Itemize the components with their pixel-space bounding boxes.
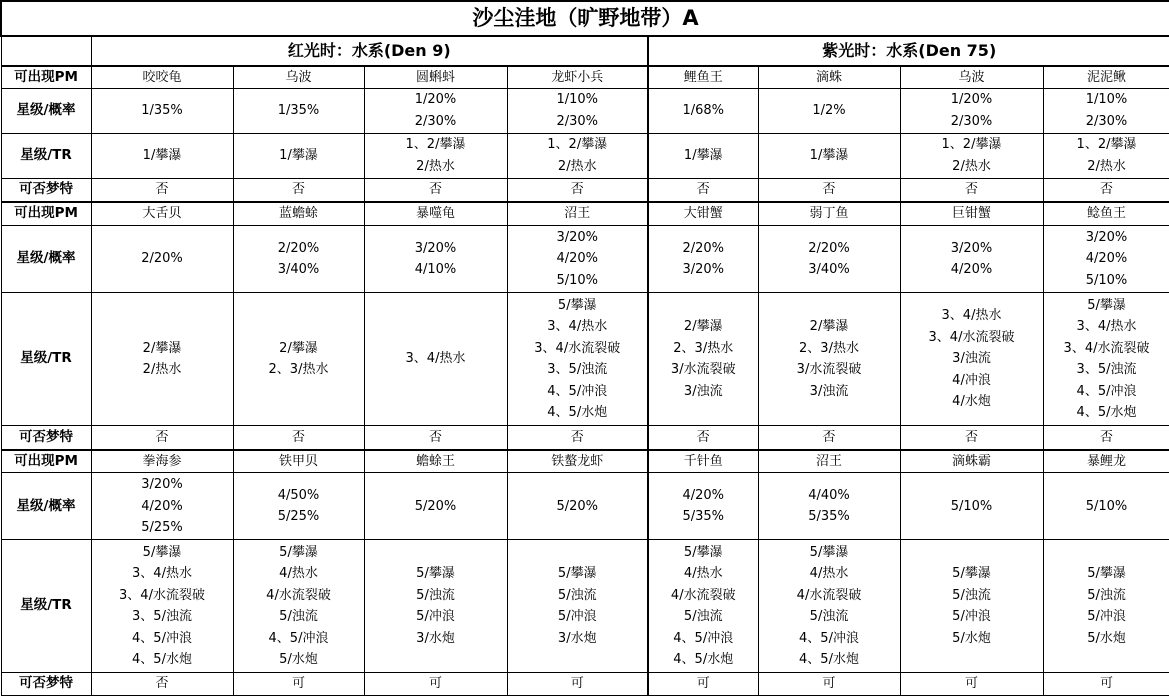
cell-line: 1/攀瀑: [809, 148, 849, 164]
cell-tr: [233, 292, 364, 425]
cell-pm: 千针鱼: [648, 450, 758, 473]
cell-line: 2、3/热水: [268, 362, 329, 378]
cell-line: 5/20%: [414, 498, 457, 514]
cell-rate: [758, 89, 900, 133]
cell-line: 3/浊流: [809, 383, 849, 399]
cell-line: 2/热水: [557, 158, 597, 174]
cell-line: 4、5/水炮: [547, 405, 608, 421]
cell-rate: [900, 226, 1043, 293]
cell-pm: 沼王: [758, 450, 900, 473]
cell-line: 5/25%: [141, 520, 183, 536]
cell-line: 2/20%: [808, 240, 850, 256]
cell-line: 2/20%: [682, 240, 725, 256]
cell-line: 5/浊流: [683, 609, 723, 625]
row-label-tr: 星级/TR: [1, 133, 91, 178]
cell-line: 5/浊流: [952, 587, 991, 603]
cell-rate: [900, 473, 1043, 540]
cell-gmax: 否: [648, 179, 758, 202]
cell-line: 2/攀瀑: [809, 319, 849, 335]
cell-gmax: 否: [648, 426, 758, 450]
cell-gmax: 否: [364, 179, 507, 202]
cell-line: 4、5/水炮: [673, 652, 734, 668]
row-label-gmax: 可否梦特: [1, 179, 91, 202]
cell-tr: [233, 540, 364, 673]
cell-line: 3/20%: [141, 477, 183, 493]
cell-line: 4、5/水炮: [799, 652, 859, 668]
cell-line: 2/30%: [950, 113, 993, 129]
cell-rate: [364, 473, 507, 540]
cell-gmax: 否: [758, 179, 900, 202]
cell-pm: 沼王: [507, 202, 648, 226]
cell-line: 3/20%: [556, 229, 599, 245]
cell-line: 5/10%: [1085, 498, 1128, 514]
cell-line: 1、2/攀瀑: [547, 137, 608, 153]
cell-line: 2/热水: [1087, 158, 1126, 174]
cell-gmax: 可: [507, 673, 648, 696]
block-2-row-tr: [1, 292, 1169, 425]
cell-rate: [758, 226, 900, 293]
cell-rate: [758, 473, 900, 540]
cell-gmax: 否: [233, 179, 364, 202]
cell-tr: [91, 133, 233, 178]
cell-line: 5/浊流: [557, 587, 597, 603]
cell-line: 3、4/热水: [1076, 319, 1137, 335]
block-2-row-pm: [1, 202, 1169, 226]
cell-line: 2/攀瀑: [279, 340, 318, 356]
cell-tr: [648, 292, 758, 425]
cell-pm: 咬咬龟: [91, 66, 233, 89]
cell-pm: 圆蝌蚪: [364, 66, 507, 89]
cell-line: 2/攀瀑: [142, 340, 182, 356]
block-1-row-tr: [1, 133, 1169, 178]
cell-gmax: 否: [91, 179, 233, 202]
cell-rate: [507, 226, 648, 293]
cell-line: 4/40%: [808, 487, 850, 503]
cell-line: 5/10%: [556, 272, 599, 288]
purple-phase-header: 紫光时：水系(Den 75): [648, 36, 1169, 65]
cell-pm: 铁螯龙虾: [507, 450, 648, 473]
cell-pm: 龙虾小兵: [507, 66, 648, 89]
cell-pm: 乌波: [900, 66, 1043, 89]
cell-line: 3、4/水流裂破: [928, 329, 1015, 345]
cell-line: 3、5/浊流: [1076, 362, 1137, 378]
cell-line: 5/攀瀑: [557, 566, 597, 582]
cell-rate: [1043, 473, 1169, 540]
block-1-row-pm: [1, 66, 1169, 89]
cell-line: 2/20%: [277, 240, 320, 256]
cell-line: 5/10%: [950, 498, 993, 514]
cell-line: 5/25%: [277, 509, 320, 525]
row-label-gmax: 可否梦特: [1, 426, 91, 450]
cell-gmax: 否: [507, 179, 648, 202]
cell-pm: 大舌贝: [91, 202, 233, 226]
cell-pm: 泥泥鳅: [1043, 66, 1169, 89]
cell-pm: 乌波: [233, 66, 364, 89]
cell-pm: 暴噬龟: [364, 202, 507, 226]
cell-line: 1/10%: [556, 92, 599, 108]
cell-gmax: 可: [758, 673, 900, 696]
cell-line: 4/20%: [682, 487, 725, 503]
cell-line: 3、4/热水: [941, 308, 1002, 324]
cell-gmax: 否: [233, 426, 364, 450]
cell-line: 4/50%: [277, 487, 320, 503]
row-label-rate: 星级/概率: [1, 473, 91, 540]
cell-rate: [364, 226, 507, 293]
cell-line: 4/水炮: [952, 394, 991, 410]
cell-line: 5/攀瀑: [1087, 566, 1126, 582]
block-3-row-gmax: [1, 673, 1169, 696]
cell-tr: [507, 540, 648, 673]
cell-rate: [507, 89, 648, 133]
cell-line: 2、3/热水: [799, 340, 859, 356]
cell-line: 3/20%: [1085, 229, 1128, 245]
red-phase-header: 红光时：水系(Den 9): [91, 36, 648, 65]
row-label-rate: 星级/概率: [1, 226, 91, 293]
cell-tr: [364, 133, 507, 178]
cell-line: 3/40%: [277, 262, 320, 278]
cell-line: 5/10%: [1085, 272, 1128, 288]
cell-gmax: 可: [1043, 673, 1169, 696]
row-label-pm: 可出现PM: [1, 66, 91, 89]
cell-line: 5/攀瀑: [952, 566, 991, 582]
cell-line: 3、5/浊流: [132, 609, 192, 625]
cell-gmax: 否: [91, 673, 233, 696]
cell-line: 4、5/水炮: [1076, 405, 1137, 421]
cell-rate: [507, 473, 648, 540]
cell-rate: [233, 473, 364, 540]
row-label-tr: 星级/TR: [1, 292, 91, 425]
cell-tr: [507, 133, 648, 178]
cell-line: 2/热水: [952, 158, 991, 174]
cell-line: 5/35%: [682, 509, 725, 525]
cell-gmax: 否: [507, 426, 648, 450]
cell-line: 3、4/热水: [132, 566, 192, 582]
cell-rate: [1043, 89, 1169, 133]
cell-line: 1、2/攀瀑: [1076, 137, 1137, 153]
cell-tr: [758, 133, 900, 178]
cell-line: 3、4/水流裂破: [534, 340, 621, 356]
cell-line: 4/10%: [414, 262, 457, 278]
cell-line: 5/攀瀑: [142, 544, 182, 560]
cell-line: 5/冲浪: [416, 609, 455, 625]
cell-line: 3、4/水流裂破: [119, 587, 205, 603]
cell-line: 5/攀瀑: [557, 297, 597, 313]
cell-tr: [91, 292, 233, 425]
cell-line: 3、4/热水: [547, 319, 608, 335]
cell-gmax: 可: [233, 673, 364, 696]
cell-line: 2/30%: [414, 113, 457, 129]
cell-line: 3、4/水流裂破: [1063, 340, 1150, 356]
cell-tr: [1043, 133, 1169, 178]
cell-line: 3、4/热水: [405, 351, 466, 367]
block-1-row-rate: [1, 89, 1169, 133]
cell-line: 4、5/冲浪: [1076, 383, 1137, 399]
cell-pm: 滴蛛: [758, 66, 900, 89]
header-corner: [1, 36, 91, 65]
cell-line: 5/浊流: [279, 609, 318, 625]
cell-pm: 滴蛛霸: [900, 450, 1043, 473]
cell-line: 5/水炮: [1087, 630, 1126, 646]
cell-gmax: 否: [364, 426, 507, 450]
cell-rate: [233, 89, 364, 133]
cell-line: 2、3/热水: [673, 340, 734, 356]
cell-line: 2/热水: [142, 362, 182, 378]
cell-line: 4、5/冲浪: [132, 630, 192, 646]
cell-line: 1/攀瀑: [683, 148, 723, 164]
block-1-row-gmax: [1, 179, 1169, 202]
cell-line: 2/30%: [556, 113, 599, 129]
cell-rate: [233, 226, 364, 293]
cell-tr: [900, 133, 1043, 178]
cell-gmax: 否: [900, 179, 1043, 202]
block-3-row-tr: [1, 540, 1169, 673]
cell-line: 3/浊流: [952, 351, 991, 367]
cell-line: 1/攀瀑: [279, 148, 318, 164]
block-3-row-rate: [1, 473, 1169, 540]
cell-line: 5/35%: [808, 509, 850, 525]
cell-line: 5/浊流: [809, 609, 849, 625]
cell-pm: 蓝蟾蜍: [233, 202, 364, 226]
cell-tr: [507, 292, 648, 425]
cell-tr: [364, 540, 507, 673]
block-2-row-rate: [1, 226, 1169, 293]
cell-gmax: 否: [900, 426, 1043, 450]
cell-line: 3/水流裂破: [796, 362, 862, 378]
cell-line: 5/冲浪: [1087, 609, 1126, 625]
cell-pm: 鲤鱼王: [648, 66, 758, 89]
cell-pm: 铁甲贝: [233, 450, 364, 473]
cell-line: 4/热水: [683, 566, 723, 582]
cell-line: 4/20%: [556, 251, 599, 267]
block-3-row-pm: [1, 450, 1169, 473]
cell-line: 2/20%: [141, 251, 183, 267]
cell-line: 5/冲浪: [557, 609, 597, 625]
cell-pm: 大钳蟹: [648, 202, 758, 226]
cell-tr: [364, 292, 507, 425]
cell-rate: [91, 473, 233, 540]
row-label-gmax: 可否梦特: [1, 673, 91, 696]
cell-line: 4/水流裂破: [266, 587, 331, 603]
cell-line: 4/热水: [809, 566, 849, 582]
row-label-pm: 可出现PM: [1, 450, 91, 473]
cell-line: 5/攀瀑: [279, 544, 318, 560]
cell-line: 1/攀瀑: [142, 148, 182, 164]
cell-line: 3/20%: [414, 240, 457, 256]
cell-line: 4、5/水炮: [132, 652, 192, 668]
cell-line: 4/热水: [279, 566, 318, 582]
cell-gmax: 可: [648, 673, 758, 696]
cell-rate: [648, 226, 758, 293]
cell-line: 4、5/冲浪: [673, 630, 734, 646]
cell-tr: [648, 540, 758, 673]
row-label-tr: 星级/TR: [1, 540, 91, 673]
cell-line: 2/30%: [1085, 113, 1128, 129]
cell-line: 1、2/攀瀑: [405, 137, 466, 153]
cell-rate: [364, 89, 507, 133]
cell-line: 3/20%: [682, 262, 725, 278]
cell-tr: [233, 133, 364, 178]
cell-tr: [1043, 292, 1169, 425]
cell-line: 1、2/攀瀑: [941, 137, 1002, 153]
cell-line: 2/热水: [416, 158, 455, 174]
cell-line: 4/20%: [141, 498, 183, 514]
cell-gmax: 否: [758, 426, 900, 450]
cell-rate: [91, 226, 233, 293]
cell-tr: [900, 540, 1043, 673]
cell-pm: 巨钳蟹: [900, 202, 1043, 226]
cell-line: 4/20%: [1085, 251, 1128, 267]
cell-gmax: 可: [900, 673, 1043, 696]
cell-line: 1/68%: [682, 103, 725, 119]
cell-line: 1/20%: [950, 92, 993, 108]
row-label-pm: 可出现PM: [1, 202, 91, 226]
cell-line: 5/浊流: [1087, 587, 1126, 603]
cell-tr: [648, 133, 758, 178]
cell-pm: 弱丁鱼: [758, 202, 900, 226]
cell-rate: [648, 89, 758, 133]
cell-gmax: 否: [1043, 179, 1169, 202]
cell-line: 1/35%: [141, 103, 183, 119]
row-label-rate: 星级/概率: [1, 89, 91, 133]
cell-line: 5/水炮: [279, 652, 318, 668]
cell-tr: [758, 292, 900, 425]
cell-line: 1/10%: [1085, 92, 1128, 108]
cell-line: 4/冲浪: [952, 372, 991, 388]
cell-line: 4、5/冲浪: [799, 630, 859, 646]
cell-pm: 鲶鱼王: [1043, 202, 1169, 226]
cell-gmax: 否: [1043, 426, 1169, 450]
cell-gmax: 否: [91, 426, 233, 450]
cell-line: 5/攀瀑: [1087, 297, 1126, 313]
cell-rate: [91, 89, 233, 133]
cell-line: 5/浊流: [416, 587, 455, 603]
cell-line: 3、5/浊流: [547, 362, 608, 378]
cell-line: 5/攀瀑: [683, 544, 723, 560]
cell-line: 4/水流裂破: [796, 587, 862, 603]
cell-line: 5/水炮: [952, 630, 991, 646]
cell-line: 4、5/冲浪: [547, 383, 608, 399]
cell-gmax: 可: [364, 673, 507, 696]
cell-line: 3/水炮: [416, 630, 455, 646]
cell-line: 3/浊流: [683, 383, 723, 399]
cell-tr: [1043, 540, 1169, 673]
cell-line: 5/攀瀑: [416, 566, 455, 582]
cell-line: 4/20%: [950, 262, 993, 278]
cell-line: 3/水炮: [557, 630, 597, 646]
cell-line: 5/冲浪: [952, 609, 991, 625]
cell-rate: [900, 89, 1043, 133]
cell-line: 5/20%: [556, 498, 599, 514]
cell-line: 4/水流裂破: [670, 587, 736, 603]
cell-pm: 蟾蜍王: [364, 450, 507, 473]
cell-tr: [900, 292, 1043, 425]
cell-line: 2/攀瀑: [683, 319, 723, 335]
cell-line: 1/20%: [414, 92, 457, 108]
cell-line: 3/水流裂破: [670, 362, 736, 378]
block-2-row-gmax: [1, 426, 1169, 450]
page-title: 沙尘洼地（旷野地带）A: [1, 1, 1169, 36]
cell-line: 3/20%: [950, 240, 993, 256]
cell-line: 4、5/冲浪: [268, 630, 329, 646]
cell-line: 1/35%: [277, 103, 320, 119]
cell-line: 3/40%: [808, 262, 850, 278]
cell-pm: 拳海参: [91, 450, 233, 473]
cell-line: 1/2%: [812, 103, 846, 119]
cell-tr: [91, 540, 233, 673]
cell-line: 5/攀瀑: [809, 544, 849, 560]
cell-rate: [648, 473, 758, 540]
cell-pm: 暴鲤龙: [1043, 450, 1169, 473]
cell-tr: [758, 540, 900, 673]
cell-rate: [1043, 226, 1169, 293]
